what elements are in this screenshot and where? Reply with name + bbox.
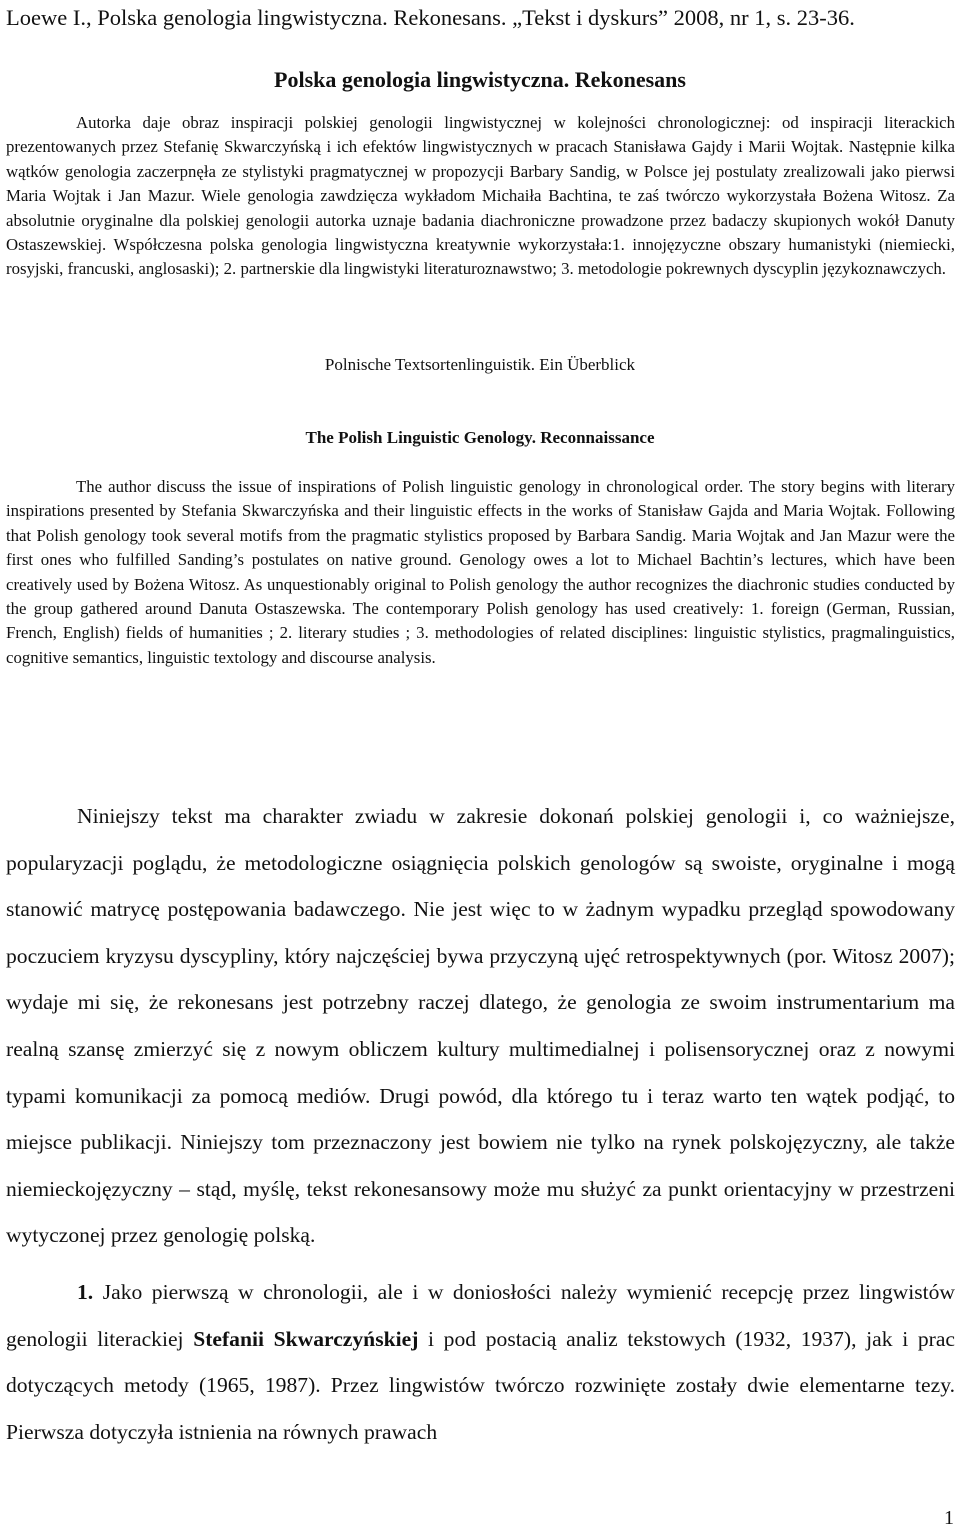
paragraph-2-text-after: i pod postacią analiz tekstowych (1932, 1937), jak i prac dotyczących metody (1965, 1987). Przez lingwistów twórczo rozwinięte zostały dwie elementarne tezy. Pierwsza dotyczyła istnienia na równych prawach [6,1326,955,1444]
author-name-skwarczynska: Stefanii Skwarczyńskiej [193,1326,419,1351]
paragraph-2-text-before: Jako pierwszą w chronologii, ale i w doniosłości należy wymienić recepcję przez lingwistów genologii literackiej [6,1280,955,1351]
abstract-english: The author discuss the issue of inspirations of Polish linguistic genology in chronological order. The story begins with literary inspirations presented by Stefania Skwarczyńska and their linguistic effects in the works of Stanisław Gajda and Maria Wojtak. Following that Polish genology took several motifs from the pragmatic stylistics proposed by Barbara Sandig. Maria Wojtak and Jan Mazur were the first ones who fulfilled Sanding’s postulates on native ground. Genology owes a lot to Michael Bachtin’s lectures, which have been creatively used by Bożena Witosz. As unquestionably original to Polish genology the author recognizes the diachronic studies conducted by the group gathered around Danuta Ostaszewska. The contemporary Polish genology has used creatively: 1. foreign (German, Russian, French, English) fields of humanities ; 2. literary studies ; 3. methodologies of related disciplines: linguistic stylistics, pragmalinguistics, cognitive semantics, linguistic textology and discourse analysis. [6,477,955,667]
article-title-english: The Polish Linguistic Genology. Reconnaissance [305,428,655,447]
section-number: 1. [77,1280,94,1304]
abstract-polish: Autorka daje obraz inspiracji polskiej genologii lingwistycznej w kolejności chronologicznej: od inspiracji literackich prezentowanych przez Stefanię Skwarczyńską i ich efektów lingwistycznych w pracach Stanisława Gajdy i Marii Wojtak. Następnie kilka wątków genologia zaczerpnęła ze stylistyki pragmatycznej w propozycji Barbary Sandig, w Polsce jej postulaty zrealizowali jako pierwsi Maria Wojtak i Jan Mazur. Wiele genologia zawdzięcza wykładom Michaiła Bachtina, te zaś twórczo wykorzystała Bożena Witosz. Za absolutnie oryginalne dla polskiej genologii autorka uznaje badania diachroniczne prowadzone przez badaczy skupionych wokół Danuty Ostaszewskiej. Współczesna polska genologia lingwistyczna kreatywnie wykorzystała:1. innojęzyczne obszary humanistyki (niemiecki, rosyjski, francuski, anglosaski); 2. partnerskie dla lingwistyki literaturoznawstwo; 3. metodologie pokrewnych dyscyplin językoznawczych. [6,113,955,279]
page-number: 1 [944,1507,954,1529]
article-title-polish: Polska genologia lingwistyczna. Rekonesans [274,67,686,92]
citation-header: Loewe I., Polska genologia lingwistyczna. Rekonesans. „Tekst i dyskurs” 2008, nr 1, s. 23-36. [6,5,855,30]
body-paragraph-1: Niniejszy tekst ma charakter zwiadu w zakresie dokonań polskiej genologii i, co ważniejsze, popularyzacji poglądu, że metodologiczne osiągnięcia polskich genologów są swoiste, oryginalne i mogą stanowić matrycę postępowania badawczego. Nie jest więc to w żadnym wypadku przegląd spowodowany poczuciem kryzysu dyscypliny, który najczęściej bywa przyczyną ujęć retrospektywnych (por. Witosz 2007); wydaje mi się, że rekonesans jest potrzebny raczej dlatego, że genologia ze swoim instrumentarium ma realną szansę zmierzyć się z nowym obliczem kultury multimedialnej i polisensorycznej oraz z nowymi typami komunikacji za pomocą mediów. Drugi powód, dla którego tu i teraz warto ten wątek podjąć, to miejsce publikacji. Niniejszy tom przeznaczony jest bowiem nie tylko na rynek polskojęzyczny, ale także niemieckojęzyczny – stąd, myślę, tekst rekonesansowy może mu służyć za punkt orientacyjny w przestrzeni wytyczonej przez genologię polską. [6,804,955,1248]
body-paragraph-2 [6,1269,955,1455]
article-title-german: Polnische Textsortenlinguistik. Ein Überblick [324,355,636,374]
